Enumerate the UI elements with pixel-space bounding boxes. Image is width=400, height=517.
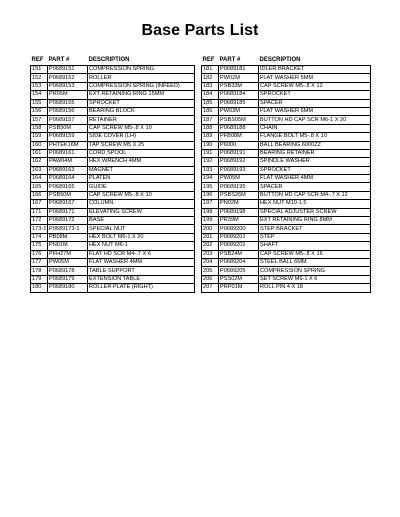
part-number-cell: PW05M	[219, 175, 259, 183]
part-number-cell: PB08M	[48, 233, 88, 241]
part-number-cell: PSBS26M	[219, 191, 259, 199]
part-number-cell: P0689159	[48, 133, 88, 141]
part-number-cell: PRP01M	[219, 284, 259, 292]
ref-header: REF	[202, 56, 215, 63]
ref-cell: 164	[31, 175, 48, 183]
ref-cell: 200	[202, 225, 219, 233]
part-number-header: PART #	[48, 56, 70, 63]
ref-cell: 167	[31, 200, 48, 208]
description-cell: FLAT HD SCR M4-.7 X 6	[88, 250, 195, 258]
part-number-cell: P0689181	[219, 66, 259, 74]
table-row	[202, 82, 371, 90]
description-cell: BASE	[88, 217, 195, 225]
part-number-cell: P0689156	[48, 107, 88, 115]
table-row	[31, 116, 195, 124]
ref-cell: 189	[202, 133, 219, 141]
ref-cell: 195	[202, 183, 219, 191]
ref-cell: 156	[31, 107, 48, 115]
page-title: Base Parts List	[141, 22, 259, 39]
ref-cell: 166	[31, 191, 48, 199]
part-number-cell: P0689179	[48, 275, 88, 283]
description-cell: PLATEN	[88, 175, 195, 183]
part-number-cell: P0689193	[219, 166, 259, 174]
part-number-cell: P0689200	[219, 225, 259, 233]
table-row	[202, 208, 371, 216]
description-cell: EXT RETAINING RING 8MM	[259, 217, 371, 225]
table-row	[202, 258, 371, 266]
description-cell: CAP SCREW M5-.8 X 12	[259, 82, 371, 90]
description-cell: BUTTON HD CAP SCR M4-.7 X 12	[259, 191, 371, 199]
ref-cell: 188	[202, 124, 219, 132]
ref-cell: 184	[202, 91, 219, 99]
part-number-cell: P0689204	[219, 258, 259, 266]
ref-cell: 179	[31, 275, 48, 283]
table-row	[31, 82, 195, 90]
description-cell: ROLL PIN 4 X 18	[259, 284, 371, 292]
table-header-row	[31, 56, 195, 66]
part-number-cell: PSS02M	[219, 275, 259, 283]
description-cell: SPROCKET	[88, 99, 195, 107]
description-cell: CORD SPOOL	[88, 149, 195, 157]
part-number-cell: P0689155	[48, 99, 88, 107]
table-row	[31, 183, 195, 191]
description-cell: FLAT WASHER 6MM	[259, 107, 371, 115]
description-cell: FLAT WASHER 5MM	[259, 74, 371, 82]
ref-cell: 196	[202, 191, 219, 199]
table-row	[31, 74, 195, 82]
description-cell: TABLE SUPPORT	[88, 267, 195, 275]
description-cell: COMPRESSION SPRING	[259, 267, 371, 275]
description-cell: SPROCKET	[259, 166, 371, 174]
table-row	[31, 191, 195, 199]
description-cell: SET SCREW M6-1 X 6	[259, 275, 371, 283]
table-row	[31, 66, 195, 74]
description-cell: EXT RETAINING RING 15MM	[88, 91, 195, 99]
part-number-cell: PSBS05M	[219, 116, 259, 124]
description-header: DESCRIPTION	[259, 56, 301, 63]
part-number-cell: P0689180	[48, 284, 88, 292]
description-cell: SPROCKET	[259, 91, 371, 99]
part-number-cell: PSB50M	[48, 191, 88, 199]
table-row	[31, 133, 195, 141]
description-cell: TAP SCREW M5 X 25	[88, 141, 195, 149]
ref-cell: 183	[202, 82, 219, 90]
table-row	[202, 158, 371, 166]
table-row	[31, 175, 195, 183]
description-cell: GUIDE	[88, 183, 195, 191]
description-cell: ROLLER	[88, 74, 195, 82]
ref-cell: 163	[31, 166, 48, 174]
part-number-cell: PR39M	[219, 217, 259, 225]
table-row	[202, 149, 371, 157]
ref-cell: 162	[31, 158, 48, 166]
table-row	[202, 284, 371, 292]
table-row	[202, 267, 371, 275]
part-number-cell: PN02M	[219, 200, 259, 208]
ref-cell: 205	[202, 267, 219, 275]
ref-cell: 174	[31, 233, 48, 241]
ref-header: REF	[31, 56, 44, 63]
ref-cell: 154	[31, 91, 48, 99]
ref-cell: 194	[202, 175, 219, 183]
table-row	[31, 107, 195, 115]
part-number-cell: P0689171	[48, 208, 88, 216]
ref-cell: 198	[202, 208, 219, 216]
description-cell: CHAIN	[259, 124, 371, 132]
part-number-cell: P0689198	[219, 208, 259, 216]
ref-cell: 180	[31, 284, 48, 292]
part-number-cell: PW05M	[48, 258, 88, 266]
table-row	[202, 116, 371, 124]
description-cell: BUTTON HD CAP SCR M6-1 X 20	[259, 116, 371, 124]
table-row	[31, 275, 195, 283]
ref-cell: 176	[31, 250, 48, 258]
description-cell: BEARING RETAINER	[259, 149, 371, 157]
table-row	[31, 200, 195, 208]
part-number-cell: P0689188	[219, 124, 259, 132]
description-cell: HEX NUT M10-1.5	[259, 200, 371, 208]
part-number-cell: P0689192	[219, 158, 259, 166]
description-cell: MAGNET	[88, 166, 195, 174]
table-row	[202, 107, 371, 115]
part-number-cell: P0689151	[48, 66, 88, 74]
table-row	[202, 250, 371, 258]
table-row	[31, 141, 195, 149]
part-number-cell: P0689205	[219, 267, 259, 275]
table-row	[202, 217, 371, 225]
table-row	[31, 124, 195, 132]
ref-cell: 191	[202, 149, 219, 157]
ref-cell: 153	[31, 82, 48, 90]
description-cell: STEP	[259, 233, 371, 241]
part-number-cell: P0689191	[219, 149, 259, 157]
description-cell: HEX WRENCH 4MM	[88, 158, 195, 166]
description-cell: SPACER	[259, 99, 371, 107]
description-cell: HEX NUT M6-1	[88, 242, 195, 250]
part-number-cell: P0689202	[219, 242, 259, 250]
part-number-cell: P0689185	[219, 99, 259, 107]
ref-cell: 199	[202, 217, 219, 225]
table-row	[202, 133, 371, 141]
table-row	[31, 158, 195, 166]
ref-cell: 192	[202, 158, 219, 166]
description-cell: EXTENSION TABLE	[88, 275, 195, 283]
description-cell: SPECIAL ADJUSTER SCREW	[259, 208, 371, 216]
table-row	[31, 217, 195, 225]
ref-cell: 175	[31, 242, 48, 250]
part-number-cell: PSB33M	[219, 82, 259, 90]
description-cell: ROLLER PLATE (RIGHT)	[88, 284, 195, 292]
ref-cell: 157	[31, 116, 48, 124]
table-row	[202, 124, 371, 132]
table-row	[202, 233, 371, 241]
part-number-cell: PFH27M	[48, 250, 88, 258]
ref-cell: 203	[202, 250, 219, 258]
table-row	[31, 250, 195, 258]
ref-cell: 160	[31, 141, 48, 149]
ref-cell: 197	[202, 200, 219, 208]
description-cell: CAP SCREW M5-.8 X 10	[88, 191, 195, 199]
table-row	[202, 141, 371, 149]
description-header: DESCRIPTION	[88, 56, 130, 63]
part-number-cell: P0689167	[48, 200, 88, 208]
table-row	[31, 91, 195, 99]
ref-cell: 181	[202, 66, 219, 74]
description-cell: FLANGE BOLT M5-.8 X 10	[259, 133, 371, 141]
description-cell: SHAFT	[259, 242, 371, 250]
description-cell: COMPRESSION SPRING (INFEED)	[88, 82, 195, 90]
table-row	[202, 275, 371, 283]
part-number-cell: P0689195	[219, 183, 259, 191]
ref-cell: 178	[31, 267, 48, 275]
description-cell: STEP BRACKET	[259, 225, 371, 233]
description-cell: COMPRESSION SPRING	[88, 66, 195, 74]
ref-cell: 185	[202, 99, 219, 107]
table-row	[202, 66, 371, 74]
table-row	[31, 99, 195, 107]
part-number-cell: PAW04M	[48, 158, 88, 166]
description-cell: FLAT WASHER 4MM	[88, 258, 195, 266]
table-row	[31, 233, 195, 241]
ref-cell: 151	[31, 66, 48, 74]
description-cell: BEARING BLOCK	[88, 107, 195, 115]
description-cell: FLAT WASHER 4MM	[259, 175, 371, 183]
ref-cell: 161	[31, 149, 48, 157]
part-number-cell: P0689157	[48, 116, 88, 124]
table-row	[202, 91, 371, 99]
table-row	[31, 208, 195, 216]
ref-cell: 159	[31, 133, 48, 141]
part-number-cell: PSB24M	[219, 250, 259, 258]
ref-cell: 193	[202, 166, 219, 174]
table-row	[202, 200, 371, 208]
part-number-cell: P0689201	[219, 233, 259, 241]
part-number-cell: PSB50M	[48, 124, 88, 132]
table-row	[202, 183, 371, 191]
part-number-cell: P0689173-1	[48, 225, 88, 233]
part-number-cell: P0689163	[48, 166, 88, 174]
table-row	[31, 166, 195, 174]
ref-cell: 173-1	[32, 225, 47, 232]
part-number-cell: P0689184	[219, 91, 259, 99]
description-cell: CAP SCREW M5-.8 X 10	[88, 124, 195, 132]
table-row	[202, 175, 371, 183]
ref-cell: 201	[202, 233, 219, 241]
part-number-cell: PN01M	[48, 242, 88, 250]
ref-cell: 155	[31, 99, 48, 107]
description-cell: HEX BOLT M6-1 X 20	[88, 233, 195, 241]
description-cell: STEEL BALL 6MM	[259, 258, 371, 266]
description-cell: RETAINER	[88, 116, 195, 124]
ref-cell: 172	[31, 217, 48, 225]
table-row	[31, 149, 195, 157]
description-cell: CAP SCREW M5-.8 X 16	[259, 250, 371, 258]
part-number-cell: P0689152	[48, 74, 88, 82]
ref-cell: 207	[202, 284, 219, 292]
description-cell: IDLER BRACKET	[259, 66, 371, 74]
part-number-cell: P0689165	[48, 183, 88, 191]
table-row	[202, 99, 371, 107]
part-number-cell: P0689153	[48, 82, 88, 90]
table-row	[31, 258, 195, 266]
part-number-cell: P0689172	[48, 217, 88, 225]
table-header-row	[202, 56, 371, 66]
part-number-cell: P6000	[219, 141, 259, 149]
table-row	[202, 74, 371, 82]
ref-cell: 204	[202, 258, 219, 266]
description-cell: SPECIAL NUT	[88, 225, 195, 233]
table-row	[202, 166, 371, 174]
ref-cell: 152	[31, 74, 48, 82]
ref-cell: 206	[202, 275, 219, 283]
description-cell: SPINDLE WASHER	[259, 158, 371, 166]
ref-cell: 171	[31, 208, 48, 216]
ref-cell: 158	[31, 124, 48, 132]
table-row	[31, 267, 195, 275]
part-number-cell: PHTEK16M	[48, 141, 88, 149]
part-number-cell: PW02M	[219, 74, 259, 82]
ref-cell: 165	[31, 183, 48, 191]
description-cell: SIDE COVER (LH)	[88, 133, 195, 141]
table-row	[31, 284, 195, 292]
ref-cell: 186	[202, 107, 219, 115]
description-cell: ELEVATING SCREW	[88, 208, 195, 216]
parts-table-right	[201, 56, 371, 293]
part-number-header: PART #	[219, 56, 241, 63]
table-row	[31, 242, 195, 250]
part-number-cell: P0689161	[48, 149, 88, 157]
ref-cell: 182	[202, 74, 219, 82]
part-number-cell: PW03M	[219, 107, 259, 115]
part-number-cell: PFB08M	[219, 133, 259, 141]
description-cell: BALL BEARING 6000ZZ	[259, 141, 371, 149]
part-number-cell: P0689164	[48, 175, 88, 183]
part-number-cell: PR05M	[48, 91, 88, 99]
ref-cell: 190	[202, 141, 219, 149]
parts-table-left	[30, 56, 195, 293]
table-row	[202, 191, 371, 199]
ref-cell: 202	[202, 242, 219, 250]
description-cell: COLUMN	[88, 200, 195, 208]
ref-cell: 187	[202, 116, 219, 124]
ref-cell: 177	[31, 258, 48, 266]
table-row	[202, 242, 371, 250]
part-number-cell: P0689178	[48, 267, 88, 275]
table-row	[202, 225, 371, 233]
table-row	[31, 225, 195, 233]
description-cell: SPACER	[259, 183, 371, 191]
